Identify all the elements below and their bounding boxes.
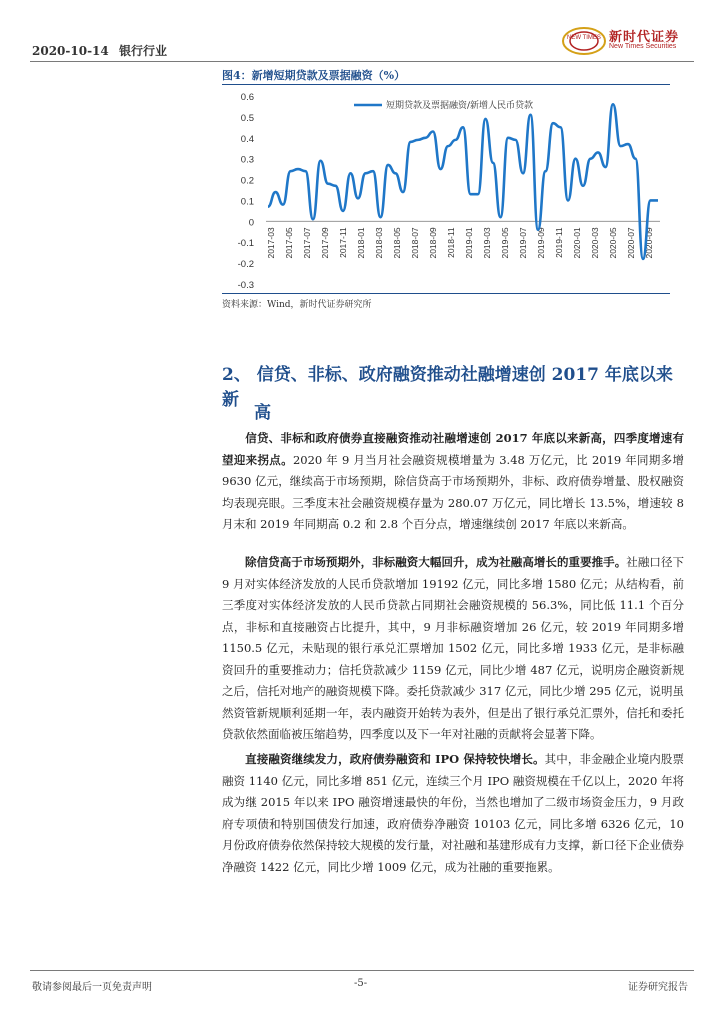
paragraph-2-body: 社融口径下 9 月对实体经济发放的人民币贷款增加 19192 亿元，同比多增 1580 亿元；从结构看，前三季度对实体经济发放的人民币贷款占同期社会融资规模的 56.3%，同比低 11.1 个百分点，非标和直接融资占比提升，其中，9 月非标融资增加 26 亿元，较 2019 年同期多增 1150.5 亿元，未贴现的银行承兑汇票增加 1502 亿元，同比多增 1933 亿元，是非标融资回升的重要推动力；信托贷款减少 1159 亿元，同比少增 487 亿元，说明房企融资新规之后，信托对地产的融资规模下降。委托贷款减少 317 亿元，同比少增 295 亿元，说明虽然资管新规顺利延期一年，表内融资开始转为表外，但是出了银行承兑汇票外，信托和委托贷款依然面临被压缩趋势，四季度以及下一年对社融的贡献将会显著下降。 — [222, 555, 685, 741]
x-tick-label: 2017-05 — [284, 227, 294, 259]
x-tick-label: 2018-03 — [374, 227, 384, 259]
x-tick-label: 2019-01 — [464, 227, 474, 259]
logo-en: New Times Securities — [609, 43, 677, 50]
y-tick-label: 0 — [248, 217, 254, 229]
x-tick-label: 2017-11 — [338, 227, 348, 258]
y-tick-label: 0.6 — [240, 92, 254, 103]
paragraph-2 — [222, 552, 684, 746]
x-tick-label: 2017-07 — [302, 227, 312, 259]
x-tick-label: 2020-03 — [590, 227, 600, 259]
x-tick-label: 2019-05 — [500, 227, 510, 259]
x-tick-label: 2019-09 — [536, 227, 546, 259]
logo-mark-text: NEW TIMES — [567, 35, 601, 41]
x-tick-label: 2018-05 — [392, 227, 402, 259]
x-tick-label: 2017-03 — [266, 227, 276, 259]
loan-ratio-line-chart — [222, 84, 672, 290]
y-tick-label: 0.3 — [240, 154, 254, 166]
footer-report-type: 证券研究报告 — [628, 982, 688, 993]
x-tick-label: 2020-09 — [644, 227, 654, 259]
paragraph-1-lead: 信贷、非标和政府债券直接融资推动社融增速创 2017 年底以来新高，四季度增速有望迎来拐点。 — [222, 431, 684, 467]
paragraph-3-lead: 直接融资继续发力，政府债券融资和 IPO 保持较快增长。 — [245, 752, 545, 766]
x-tick-label: 2019-11 — [554, 227, 564, 258]
page-number: -5- — [354, 978, 368, 989]
paragraph-3-body: 其中，非金融企业境内股票融资 1140 亿元，同比多增 851 亿元，连续三个月 IPO 融资规模在千亿以上，2020 年将成为继 2015 年以来 IPO 融资增速最快的年份，当然也增加了二级市场资金压力，9 月政府专项债和特别国债发行加速，政府债券净融资 10103 亿元，同比多增 6326 亿元，10 月份政府债券依然保持较大规模的发行量，对社融和基建形成有力支撑，新口径下企业债券净融资 1422 亿元，同比少增 1009 亿元，成为社融的重要拖累。 — [222, 752, 684, 874]
figure-title-text: 图4：新增短期贷款及票据融资（%） — [222, 69, 406, 82]
report-date: 2020-10-14 — [32, 44, 109, 58]
y-tick-label: 0.5 — [240, 112, 254, 124]
paragraph-2-lead: 除信贷高于市场预期外，非标融资大幅回升，成为社融高增长的重要推手。 — [245, 555, 627, 569]
footer-disclaimer: 敬请参阅最后一页免责声明 — [32, 982, 152, 993]
x-tick-label: 2020-01 — [572, 227, 582, 259]
paragraph-1-body: 2020 年 9 月当月社会融资规模增量为 3.48 万亿元，比 2019 年同期多增 9630 亿元，继续高于市场预期，除信贷高于市场预期外，非标、政府债券增量、股权融资均表现亮眼。三季度末社会融资规模存量为 280.07 万亿元，同比增长 13.5%，增速较 8 月末和 2019 年同期高 0.2 和 2.8 个百分点，增速继续创 2017 年底以来新高。 — [222, 452, 684, 531]
header-rule — [30, 61, 694, 62]
x-tick-label: 2019-03 — [482, 227, 492, 259]
y-tick-label: 0.2 — [240, 175, 254, 187]
x-tick-label: 2018-07 — [410, 227, 420, 259]
x-tick-label: 2018-11 — [446, 227, 456, 258]
source-rule — [222, 293, 670, 294]
x-tick-label: 2019-07 — [518, 227, 528, 259]
figure-source: 资料来源：Wind，新时代证券研究所 — [222, 300, 372, 310]
section-heading-continued: 高 — [254, 403, 271, 423]
figure-title — [222, 67, 405, 83]
legend-label: 短期贷款及票据融资/新增人民币贷款 — [386, 101, 534, 111]
y-tick-label: 0.1 — [240, 196, 254, 208]
logo-cn: 新时代证券 — [609, 30, 680, 45]
company-logo — [560, 24, 710, 58]
y-tick-label: 0.4 — [240, 133, 254, 145]
footer-rule — [30, 970, 694, 971]
x-tick-label: 2017-09 — [320, 227, 330, 259]
x-tick-label: 2018-01 — [356, 227, 366, 259]
y-tick-label: -0.3 — [237, 280, 254, 290]
x-tick-label: 2020-05 — [608, 227, 618, 259]
y-tick-label: -0.1 — [237, 238, 254, 250]
paragraph-1 — [222, 428, 684, 536]
x-tick-label: 2020-07 — [626, 227, 636, 259]
logo-mark-icon — [560, 24, 608, 58]
report-sector: 银行行业 — [118, 44, 167, 58]
x-tick-label: 2018-09 — [428, 227, 438, 259]
paragraph-3 — [222, 749, 684, 878]
section-heading: 2、 信贷、非标、政府融资推动社融增速创 2017 年底以来新 — [222, 365, 673, 410]
report-header — [32, 42, 173, 59]
y-tick-label: -0.2 — [237, 259, 254, 271]
